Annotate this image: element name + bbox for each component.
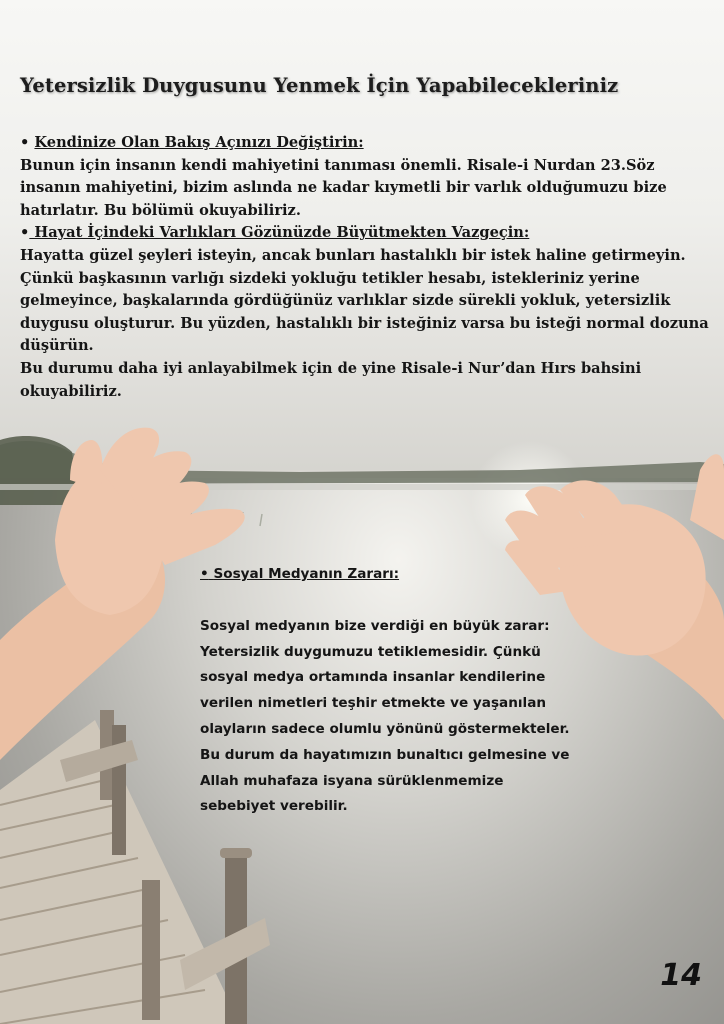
bullet: • (200, 566, 209, 582)
social-heading (200, 562, 570, 588)
section-2-subtitle: Hayat İçindeki Varlıkları Gözünüzde Büyütmekten Vazgeçin: (29, 224, 530, 242)
bullet: • (20, 134, 30, 151)
section-2-body-2: Bu durumu daha iyi anlayabilmek için de yine Risale-i Nur’dan Hırs bahsini okuyabiliriz. (20, 359, 642, 400)
page-title: Yetersizlik Duygusunu Yenmek İçin Yapabilecekleriniz (20, 74, 619, 97)
page-number: 14 (660, 958, 702, 993)
social-subtitle: Sosyal Medyanın Zararı: (213, 566, 400, 582)
section-1-subtitle: Kendinize Olan Bakış Açınızı Değiştirin: (34, 134, 364, 151)
bullet: • (20, 224, 30, 242)
section-2-body: Hayatta güzel şeyleri isteyin, ancak bunları hastalıklı bir istek haline getirmeyin. Çünkü başkasının varlığı sizdeki yokluğu tetikler hesabı, istekleriniz yerine gelmeyince, başkalarında gördüğünüz varlıklar sizde sürekli yokluk, yetersizlik duygusu oluşturur. Bu yüzden, hastalıklı bir isteğiniz varsa bu isteği normal dozuna düşürün. (20, 246, 709, 355)
intro-sections (20, 132, 710, 403)
section-1-body: Bunun için insanın kendi mahiyetini tanıması önemli. Risale-i Nurdan 23.Söz insanın mahiyetini, bizim aslında ne kadar kıymetli bir varlık olduğumuzu bize hatırlatır. Bu bölümü okuyabiliriz. (20, 156, 667, 219)
section-2-heading (20, 222, 710, 245)
section-1-heading (20, 132, 710, 155)
social-media-section (200, 562, 570, 820)
social-body: Sosyal medyanın bize verdiği en büyük zarar: Yetersizlik duygumuzu tetiklemesidir. Çünkü sosyal medya ortamında insanlar kendilerine verilen nimetleri teşhir etmekte ve yaşanılan olayların sadece olumlu yönünü göstermekteler. Bu durum da hayatımızın bunaltıcı gelmesine ve Allah muhafaza isyana sürüklenmemize sebebiyet verebilir. (200, 617, 570, 815)
